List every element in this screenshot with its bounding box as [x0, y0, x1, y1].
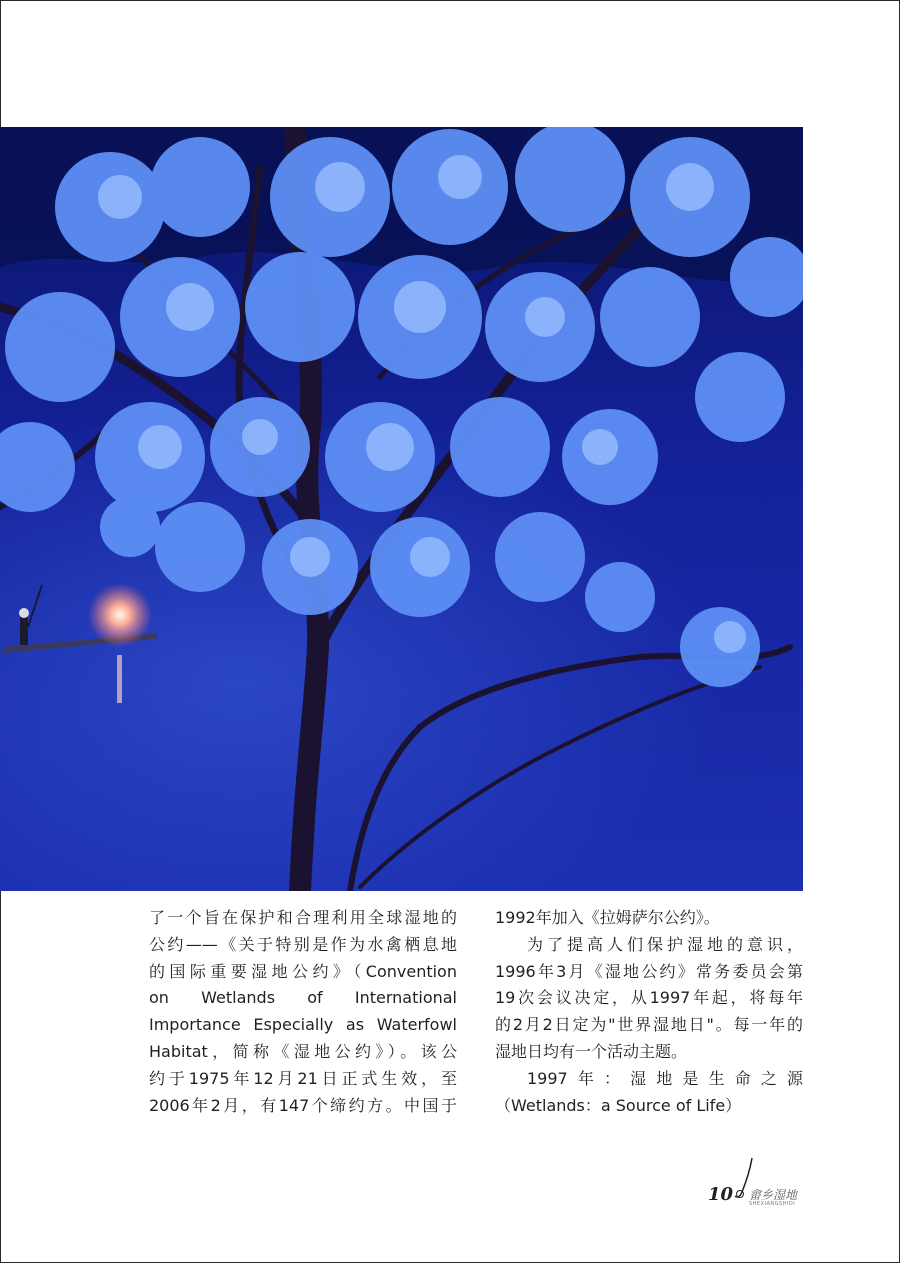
article-left-column: [149, 905, 457, 1119]
article-line: 19次会议决定，从1997年起，将每年: [495, 988, 803, 1008]
article-line: 为了提高人们保护湿地的意识，: [527, 934, 803, 954]
article-line: 湿地日均有一个活动主题。: [495, 1041, 688, 1061]
article-line: 2006年2月，有147个缔约方。中国于: [149, 1095, 457, 1115]
article-line: 的2月2日定为"世界湿地日"。每一年的: [495, 1015, 803, 1035]
page-footer: [708, 1158, 808, 1208]
article-line: 的国际重要湿地公约》（Convention: [149, 961, 457, 981]
article-line: （Wetlands：a Source of Life）: [495, 1095, 742, 1115]
article-line: 1996年3月《湿地公约》常务委员会第: [495, 961, 803, 981]
article-line: 公约——《关于特别是作为水禽栖息地: [149, 934, 457, 954]
article-line: on Wetlands of International: [149, 988, 457, 1008]
article-right-column: [495, 905, 803, 1119]
magazine-title: 畲乡湿地: [749, 1188, 798, 1202]
magazine-subtitle: SHEXIANGSHIDI: [749, 1201, 796, 1207]
page-number: 10: [708, 1184, 734, 1205]
article-line: Importance Especially as Waterfowl: [149, 1015, 457, 1035]
article-line: 1997年：湿地是生命之源: [527, 1068, 803, 1088]
article-line: 约于1975年12月21日正式生效，至: [149, 1068, 457, 1088]
blossom-tree-photo: [0, 127, 803, 891]
article-line: 了一个旨在保护和合理利用全球湿地的: [149, 908, 457, 927]
article-line: Habitat，简称《湿地公约》）。该公: [149, 1041, 457, 1061]
article-line: 1992年加入《拉姆萨尔公约》。: [495, 908, 720, 927]
